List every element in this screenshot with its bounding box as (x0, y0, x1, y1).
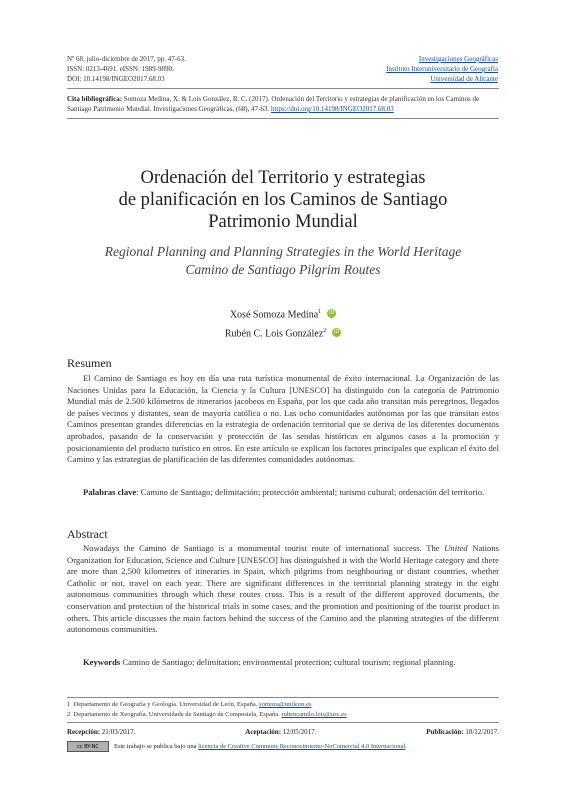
accepted-value: 12/05/2017. (282, 728, 317, 736)
title-line: de planificación en los Caminos de Santiago (118, 190, 448, 210)
university-link[interactable]: Universidad de Alicante (430, 75, 498, 83)
received-date (67, 727, 135, 737)
footnote-divider (67, 697, 499, 698)
keywords-label: Keywords (83, 657, 121, 667)
footnote (67, 700, 499, 710)
published-date (426, 727, 499, 737)
resumen-text: El Camino de Santiago es hoy en día una ruta turística monumental de éxito internacional. La Organización de las Naciones Unidas para la Educación, la Ciencia y la Cultura [UNESCO] ha distinguido con la categoría de Patrimonio Mundial más de 2.500 kilómetros de itinerarios jacobeos en España, por los que cada año transitan más peregrinos, llegados de países vecinos y distantes, sean de mayoría católica o no. Las ocho comunidades autónomas por las que transitan estos Caminos presentan grandes diferencias en la estrategia de ordenación territorial que se deriva de los diferentes documentos aprobados, pasando de la conservación y protección de las sendas históricas en algunos casos a la promoción y posicionamiento del producto turístico en otros. En este artículo se explican los factores principales que explican el éxito del Camino y las estrategias de planificación de las diferentes comunidades autónomas. (67, 373, 499, 465)
license-end: . (405, 742, 407, 750)
published-value: 18/12/2017. (465, 728, 499, 736)
journal-link[interactable]: Investigaciones Geográficas (418, 55, 498, 63)
abstract-body (67, 543, 499, 636)
author-affiliation-mark: 2 (323, 328, 327, 335)
subtitle-line: Camino de Santiago Pilgrim Routes (185, 262, 381, 277)
abstract-text-part: Nowadays the Camino de Santiago is a monumental tourist route of international success. The (83, 543, 445, 553)
footnote (67, 710, 499, 720)
abstract-text-part: Nations Organization for Education, Science and Culture [UNESCO] has distinguished it with the World Heritage category and there are more than 2,500 kilometres of itineraries in Spain, which pilgrims from neighbouring or distant countries, whether Catholic or not, travel on each year. There are significant differences in the territorial planning strategy in the eight autonomous communities through which these routes cross. This is a result of the different approved documents, the conservation and protection of the historical trials in some cases, and the promotion and positioning of the tourist product in others. This article discusses the main factors behind the success of the Camino and the planning strategies of the different autonomous communities. (67, 543, 499, 635)
abstract-heading: Abstract (67, 527, 108, 541)
orcid-icon[interactable]: iD (329, 310, 335, 317)
keywords-text: : Camino de Santiago; delimitación; protección ambiental; turismo cultural; ordenación del territorio. (136, 487, 485, 497)
author-name: Rubén C. Lois González (224, 328, 324, 340)
abstract-text (67, 543, 499, 636)
footnote-number: 1 (67, 701, 71, 708)
cc-license-icon[interactable]: cc BY-NC (67, 741, 109, 752)
abstract-text-italic: United (444, 543, 468, 553)
resumen-body (67, 373, 499, 466)
email-link[interactable]: rubencamilo.lois@usc.es (281, 711, 347, 718)
title-line: Patrimonio Mundial (208, 212, 358, 232)
license-text (114, 742, 407, 752)
citation-doi-link[interactable]: https://doi.org/10.14198/INGEO2017.68.03 (270, 105, 394, 113)
authors (67, 304, 499, 343)
article-subtitle (67, 243, 499, 279)
footnotes (67, 700, 499, 720)
citation-label: Cita bibliográfica: (67, 95, 123, 103)
license-intro: Este trabajo se publica bajo una (114, 742, 199, 750)
header-divider (67, 88, 499, 89)
issn: ISSN: 0213-4691. eISSN: 1989-9890. (67, 65, 174, 73)
resumen-heading: Resumen (67, 356, 112, 370)
accepted-date (245, 727, 316, 737)
published-label: Publicación: (426, 728, 464, 736)
issue-info (67, 54, 186, 84)
footnote-text: Departamento de Xeografía. Universidade de Santiago de Compostela, España. (73, 711, 282, 718)
author-affiliation-mark: 1 (318, 309, 322, 315)
publication-dates (67, 727, 499, 737)
issue-number: Nº 68, julio-diciembre de 2017, pp. 47-63. (67, 55, 186, 63)
article-title (67, 167, 499, 233)
institute-link[interactable]: Instituto Interuniversitario de Geografía (386, 65, 498, 73)
email-link[interactable]: somoza@unileon.es (259, 701, 312, 708)
resumen-keywords (67, 487, 499, 499)
keywords-text: Camino de Santiago; delimitation; environmental protection; cultural tourism; regional planning. (120, 657, 456, 667)
author (67, 323, 499, 342)
accepted-label: Aceptación: (245, 728, 282, 736)
received-label: Recepción: (67, 728, 101, 736)
title-line: Ordenación del Territorio y estrategias (140, 168, 426, 188)
subtitle-line: Regional Planning and Planning Strategies in the World Heritage (104, 244, 462, 259)
keywords-label: Palabras clave (83, 487, 137, 497)
publisher-info (386, 54, 498, 84)
citation-divider (67, 118, 499, 119)
dates-divider (67, 722, 499, 723)
footnote-text: Departamento de Geografía y Geología. Universidad de León, España. (73, 701, 260, 708)
doi: DOI: 10.14198/INGEO2017.68.03 (67, 75, 165, 83)
author (67, 304, 499, 323)
orcid-icon[interactable]: iD (334, 329, 340, 336)
footnote-number: 2 (67, 711, 71, 718)
author-name: Xosé Somoza Medina (229, 309, 319, 321)
license-note (67, 741, 499, 752)
received-value: 21/03/2017. (101, 728, 136, 736)
citation (67, 94, 499, 114)
license-link[interactable]: licencia de Creative Commons Reconocimiento-NoComercial 4.0 Internacional (198, 742, 406, 750)
citation-text: Somoza Medina, X. & Lois González, R. C. (2017). Ordenación del Territorio y estrategias de planificación en los Caminos de Santiago Patrimonio Mundial. Investigaciones Geográficas, (68), 47-63. (67, 95, 480, 113)
abstract-keywords (67, 657, 499, 669)
